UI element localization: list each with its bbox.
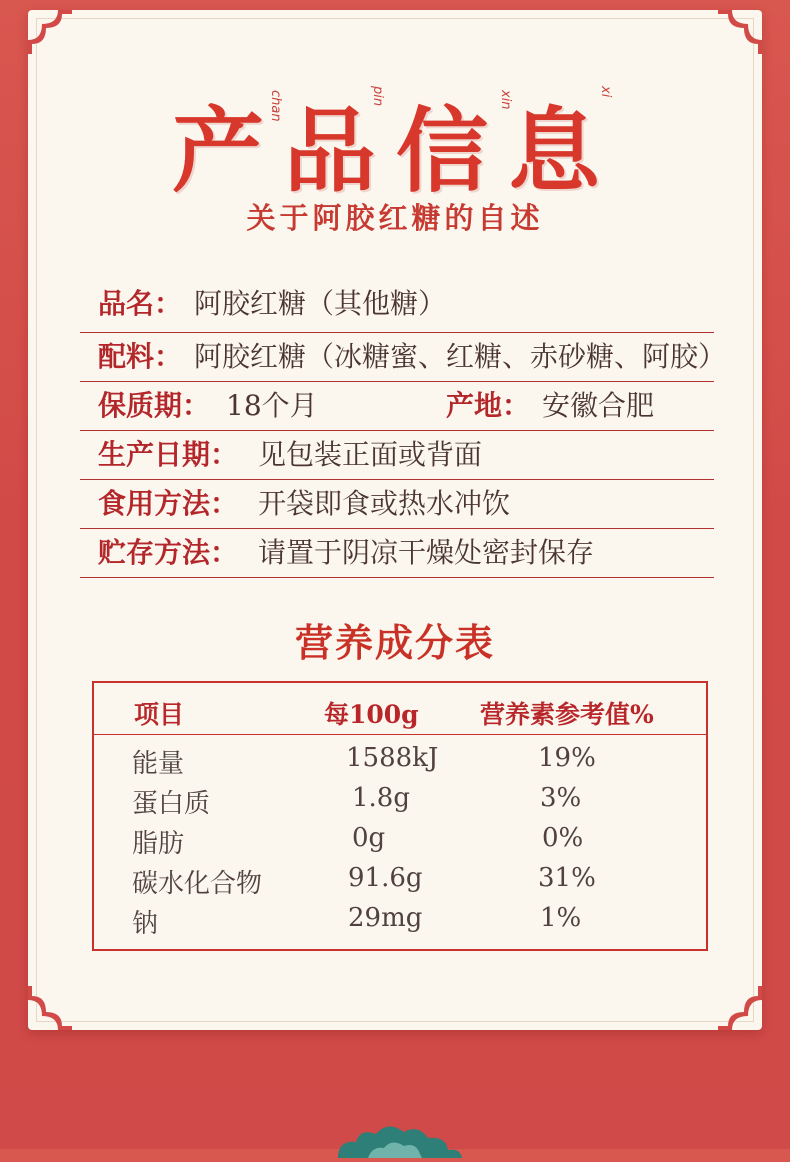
table-row (94, 823, 706, 863)
nutrition-table (92, 681, 708, 951)
name-value: 阿胶红糖（其他糖） (194, 287, 447, 320)
nutrition-title: 营养成分表 (294, 620, 495, 665)
header-item: 项目 (134, 700, 185, 729)
header-nrv: 营养素参考值% (480, 700, 654, 729)
ingredients-label: 配料： (98, 340, 183, 373)
cloud-ornament-icon (318, 1118, 478, 1158)
date-label: 生产日期： (98, 438, 239, 471)
nutrient-amount: 1588kJ (346, 743, 439, 773)
nutrient-amount: 91.6g (348, 863, 423, 893)
header-per-100g: 每100g (324, 700, 419, 729)
info-row-usage (80, 480, 714, 529)
product-info-table (80, 276, 727, 578)
nutrient-amount: 1.8g (352, 783, 410, 813)
pinyin-label: pin (370, 86, 385, 107)
nutrient-amount: 0g (352, 823, 386, 853)
page-title (0, 78, 790, 205)
corner-ornament-icon (28, 986, 72, 1030)
origin-value: 安徽合肥 (542, 389, 655, 422)
title-char: 信 (396, 97, 489, 205)
shelf-value: 18个月 (226, 389, 318, 422)
name-label: 品名： (98, 287, 183, 320)
title-char: 品 (284, 97, 377, 205)
corner-ornament-icon (718, 986, 762, 1030)
storage-label: 贮存方法： (98, 536, 239, 569)
nutrient-nrv: 3% (540, 783, 582, 813)
origin-label: 产地： (446, 389, 531, 422)
pinyin-label: xin (498, 90, 513, 110)
subtitle: 关于阿胶红糖的自述 (246, 201, 544, 235)
table-row (94, 903, 706, 943)
title-char: 息 (508, 97, 601, 205)
info-row-ingredients (80, 333, 727, 382)
info-row-shelf-origin (80, 382, 714, 431)
nutrient-nrv: 19% (538, 743, 596, 773)
info-row-storage (80, 529, 714, 578)
info-row-date (80, 431, 714, 480)
nutrient-name: 钠 (132, 909, 159, 939)
usage-label: 食用方法： (98, 487, 239, 520)
pinyin-label: chan (268, 90, 283, 122)
nutrient-nrv: 0% (542, 823, 584, 853)
nutrient-name: 脂肪 (132, 829, 185, 859)
nutrient-name: 能量 (132, 749, 185, 779)
table-row (94, 783, 706, 823)
corner-ornament-icon (718, 10, 762, 54)
nutrition-header-row (94, 683, 706, 735)
table-row (94, 863, 706, 903)
corner-ornament-icon (28, 10, 72, 54)
info-row-name (80, 276, 714, 333)
shelf-label: 保质期： (98, 389, 211, 422)
date-value: 见包装正面或背面 (258, 438, 483, 471)
storage-value: 请置于阴凉干燥处密封保存 (258, 536, 595, 569)
table-row (94, 743, 706, 783)
nutrient-name: 碳水化合物 (132, 869, 263, 899)
nutrient-name: 蛋白质 (132, 789, 211, 819)
ingredients-value: 阿胶红糖（冰糖蜜、红糖、赤砂糖、阿胶） (194, 340, 727, 373)
title-char: 产 (172, 97, 265, 205)
nutrient-amount: 29mg (348, 903, 423, 933)
usage-value: 开袋即食或热水冲饮 (258, 487, 511, 520)
pinyin-label: xi (598, 86, 613, 98)
nutrient-nrv: 31% (538, 863, 596, 893)
nutrient-nrv: 1% (540, 903, 582, 933)
